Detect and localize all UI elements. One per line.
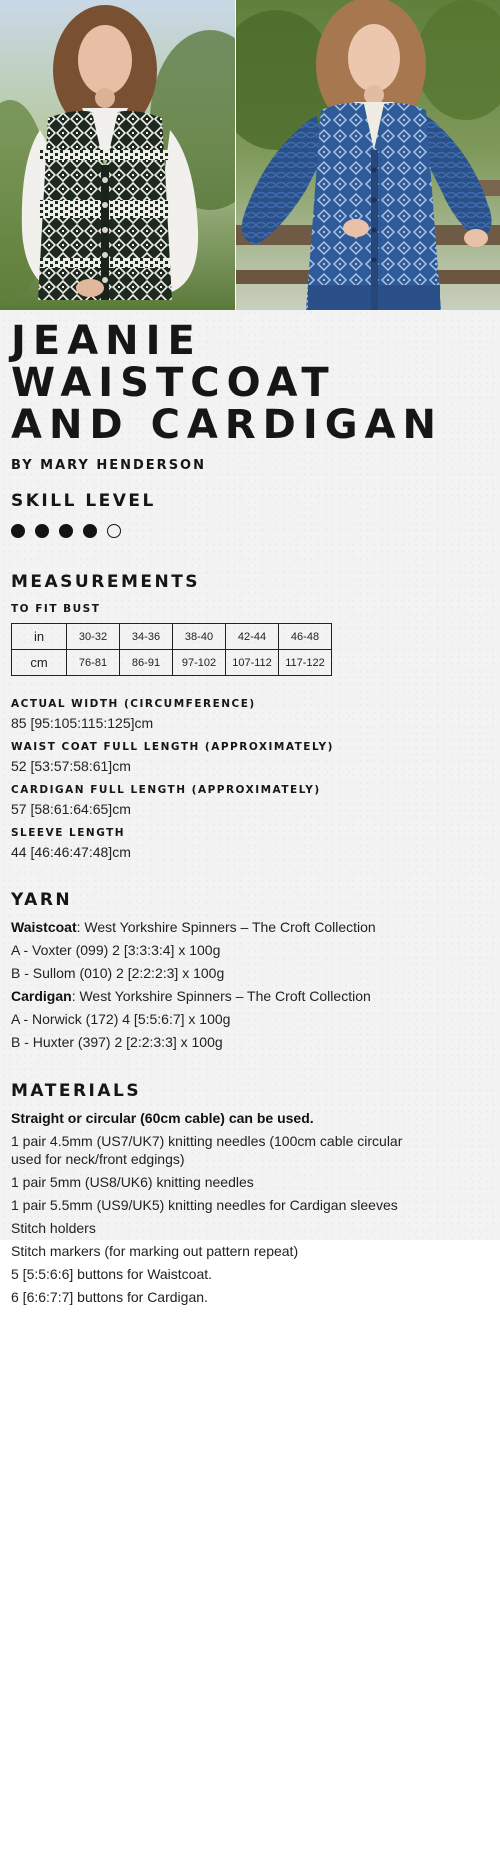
materials-item: Stitch holders (11, 1220, 96, 1236)
cardigan-yarn-b: B - Huxter (397) 2 [2:2:3:3] x 100g (11, 1034, 223, 1050)
size-cell: 117-122 (279, 650, 332, 676)
materials-item: 6 [6:6:7:7] buttons for Cardigan. (11, 1289, 208, 1305)
cardigan-yarn-label: Cardigan (11, 988, 72, 1004)
size-cell: 34-36 (120, 624, 173, 650)
to-fit-bust-label: TO FIT BUST (11, 603, 101, 615)
skill-dot-filled (83, 524, 97, 538)
materials-intro-text: Straight or circular (60cm cable) can be used. (11, 1110, 314, 1126)
size-cell: 46-48 (279, 624, 332, 650)
actual-width-label: ACTUAL WIDTH (CIRCUMFERENCE) (11, 698, 256, 710)
yarn-heading: YARN (11, 890, 73, 910)
unit-cell: in (12, 624, 67, 650)
materials-item: 1 pair 4.5mm (US7/UK7) knitting needles (100cm cable circular used for neck/front edgings) (11, 1133, 403, 1167)
skill-level-heading: SKILL LEVEL (11, 491, 156, 511)
cardigan-length-label: CARDIGAN FULL LENGTH (APPROXIMATELY) (11, 784, 321, 796)
waistcoat-length-value: 52 [53:57:58:61]cm (11, 758, 131, 774)
materials-heading: MATERIALS (11, 1081, 142, 1101)
table-row (12, 624, 332, 650)
pattern-title (11, 320, 491, 446)
size-cell: 107-112 (226, 650, 279, 676)
waistcoat-yarn-b: B - Sullom (010) 2 [2:2:2:3] x 100g (11, 965, 225, 981)
skill-dot-filled (59, 524, 73, 538)
skill-dot-filled (35, 524, 49, 538)
materials-item: Stitch markers (for marking out pattern repeat) (11, 1243, 299, 1259)
unit-cell: cm (12, 650, 67, 676)
materials-item: 1 pair 5.5mm (US9/UK5) knitting needles for Cardigan sleeves (11, 1197, 398, 1213)
size-cell: 97-102 (173, 650, 226, 676)
author-byline: BY MARY HENDERSON (11, 458, 206, 473)
actual-width-value: 85 [95:105:115:125]cm (11, 715, 154, 731)
sleeve-length-value: 44 [46:46:47:48]cm (11, 844, 131, 860)
materials-item: 5 [5:5:6:6] buttons for Waistcoat. (11, 1266, 213, 1282)
sleeve-length-label: SLEEVE LENGTH (11, 827, 126, 839)
size-cell: 86-91 (120, 650, 173, 676)
size-cell: 42-44 (226, 624, 279, 650)
skill-level-dots (11, 524, 491, 538)
size-cell: 30-32 (67, 624, 120, 650)
skill-dot-filled (11, 524, 25, 538)
waistcoat-photo (0, 0, 235, 310)
table-row (12, 650, 332, 676)
materials-intro (11, 1109, 491, 1127)
skill-dot-empty (107, 524, 121, 538)
materials-item: 1 pair 5mm (US8/UK6) knitting needles (11, 1174, 254, 1190)
waistcoat-yarn-label: Waistcoat (11, 919, 77, 935)
cardigan-yarn-line (11, 987, 491, 1005)
waistcoat-yarn-a: A - Voxter (099) 2 [3:3:3:4] x 100g (11, 942, 221, 958)
bust-size-table (11, 623, 332, 676)
waistcoat-yarn-line (11, 918, 491, 936)
waistcoat-length-label: WAIST COAT FULL LENGTH (APPROXIMATELY) (11, 741, 334, 753)
size-cell: 76-81 (67, 650, 120, 676)
title-line-1: JEANIE WAISTCOAT (11, 318, 336, 406)
cardigan-length-value: 57 [58:61:64:65]cm (11, 801, 131, 817)
pattern-content (11, 320, 491, 1306)
size-cell: 38-40 (173, 624, 226, 650)
pattern-info-panel (0, 310, 500, 1305)
cardigan-yarn-a: A - Norwick (172) 4 [5:5:6:7] x 100g (11, 1011, 231, 1027)
measurements-heading: MEASUREMENTS (11, 572, 201, 592)
waistcoat-yarn-text: : West Yorkshire Spinners – The Croft Collection (76, 919, 376, 935)
hero-photos (0, 0, 500, 310)
cardigan-yarn-text: : West Yorkshire Spinners – The Croft Collection (71, 988, 371, 1004)
cardigan-photo (236, 0, 500, 310)
title-line-2: AND CARDIGAN (11, 402, 444, 448)
